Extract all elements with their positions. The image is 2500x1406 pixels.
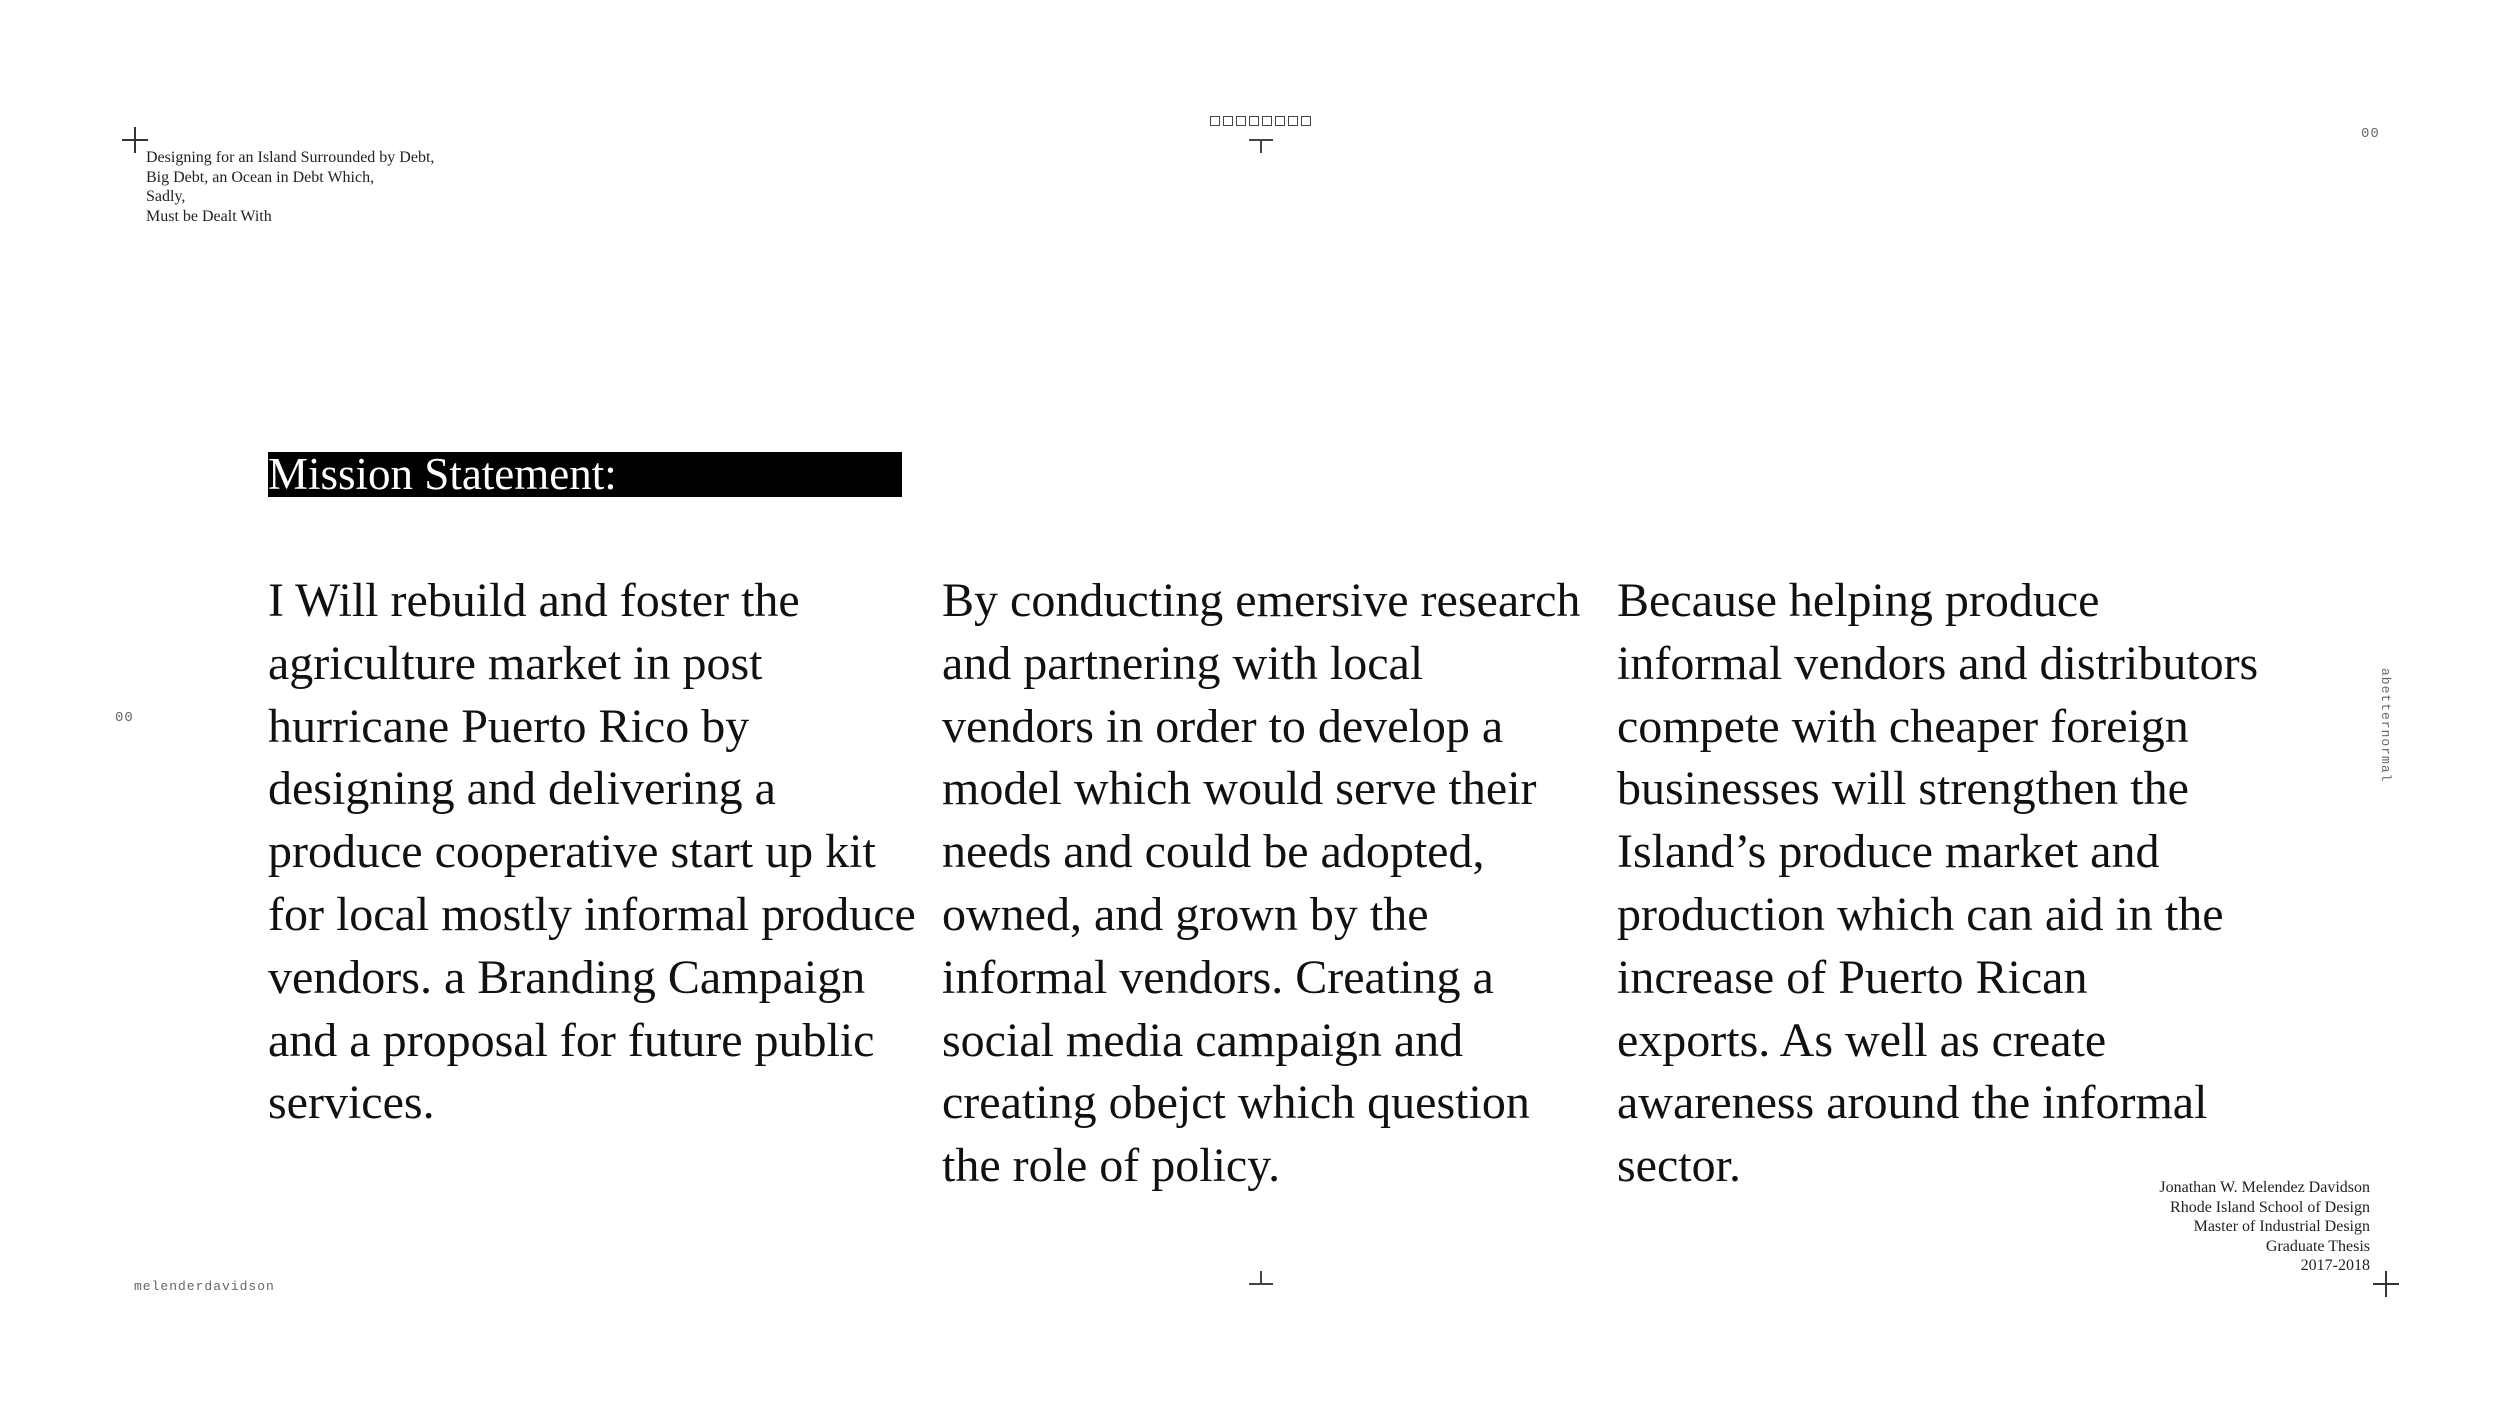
text-line: exports. As well as create [1617,1013,2107,1067]
text-line: vendors. a Branding Campaign [268,950,866,1004]
text-line: for local mostly informal produce [268,887,916,941]
text-line: owned, and grown by the [942,887,1429,941]
text-line: the role of policy. [942,1139,1281,1193]
text-line: creating obejct which question [942,1076,1530,1130]
title-line: Designing for an Island Surrounded by Debt, [146,149,435,166]
text-line: agriculture market in post [268,636,763,690]
crop-mark-top-center [1249,139,1273,153]
text-line: social media campaign and [942,1013,1464,1067]
mission-column-2 [942,570,1580,1198]
text-line: vendors in order to develop a [942,699,1504,753]
text-line: By conducting emersive research [942,574,1581,627]
text-line: services. [268,1076,435,1130]
mission-heading: Mission Statement: [268,452,902,497]
credit-line: Graduate Thesis [2265,1237,2370,1255]
side-label: abetternormal [2378,668,2393,783]
title-line: Must be Dealt With [146,207,272,225]
crop-mark-bottom-right [2373,1271,2399,1297]
text-line: awareness around the informal [1617,1076,2208,1130]
text-line: and partnering with local [942,636,1424,690]
text-line: Island’s produce market and [1617,825,2160,879]
text-line: model which would serve their [942,762,1537,816]
crop-mark-top-left [122,127,148,153]
credit-line: 2017-2018 [2300,1257,2370,1274]
text-line: and a proposal for future public [268,1013,875,1067]
text-line: businesses will strengthen the [1617,762,2189,816]
text-line: hurricane Puerto Rico by [268,699,750,753]
text-line: increase of Puerto Rican [1617,950,2088,1004]
placeholder-glyphs [1210,116,1311,126]
page-number-top: 00 [2361,126,2380,142]
crop-mark-bottom-center [1249,1271,1273,1285]
author-credits [2159,1178,2370,1276]
page-number-left: 00 [115,710,134,726]
credit-line: Rhode Island School of Design [2170,1198,2370,1216]
project-title [146,148,434,226]
mission-column-1 [268,570,916,1135]
credit-line: Jonathan W. Melendez Davidson [2159,1179,2370,1196]
mission-column-3 [1617,570,2258,1198]
text-line: production which can aid in the [1617,887,2224,941]
text-line: designing and delivering a [268,762,776,816]
text-line: sector. [1617,1139,1741,1193]
credit-line: Master of Industrial Design [2193,1218,2370,1235]
text-line: produce cooperative start up kit [268,825,876,879]
text-line: compete with cheaper foreign [1617,699,2189,753]
text-line: informal vendors. Creating a [942,950,1494,1004]
text-line: informal vendors and distributors [1617,636,2259,690]
footer-handle: melenderdavidson [134,1279,275,1294]
text-line: Because helping produce [1617,574,2100,627]
text-line: needs and could be adopted, [942,825,1485,879]
title-line: Big Debt, an Ocean in Debt Which, [146,168,375,186]
title-line: Sadly, [146,188,186,205]
text-line: I Will rebuild and foster the [268,574,800,627]
